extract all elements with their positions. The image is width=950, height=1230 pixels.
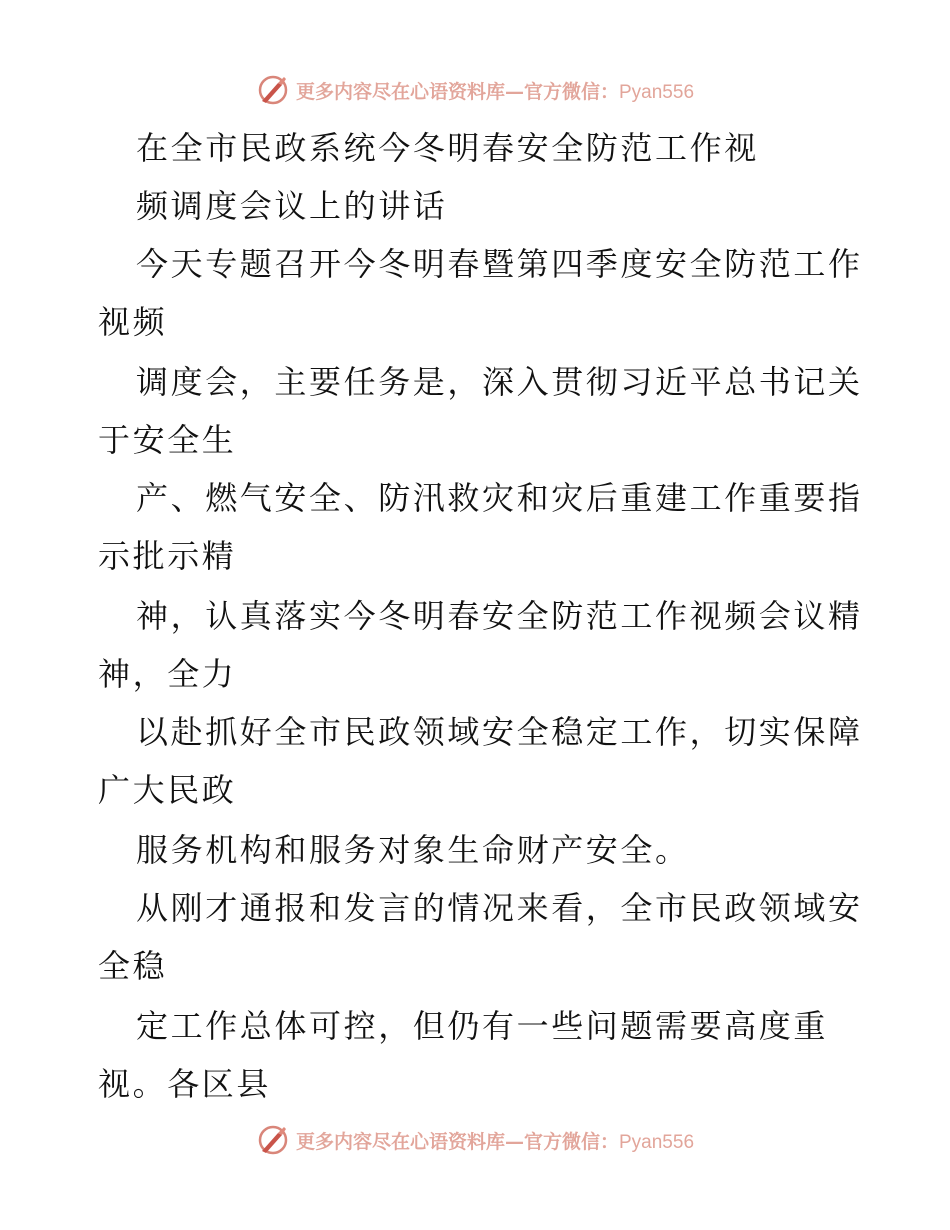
body-line: 产、燃气安全、防汛救灾和灾后重建工作重要指 [136,479,863,517]
header-banner [0,70,950,110]
body-line: 定工作总体可控，但仍有一些问题需要高度重 [136,1007,829,1045]
pen-logo-icon [256,73,290,107]
body-line: 神，认真落实今冬明春安全防范工作视频会议精 [136,597,863,635]
pen-logo-icon [256,1123,290,1157]
body-line: 今天专题召开今冬明春暨第四季度安全防范工作 [136,245,863,283]
header-banner-text: 更多内容尽在心语资料库—官方微信：Pyan556 [295,80,695,103]
body-line: 在全市民政系统今冬明春安全防范工作视 [136,129,759,167]
body-line: 从刚才通报和发言的情况来看，全市民政领域安 [136,889,863,927]
footer-banner [0,1120,950,1160]
body-line: 视。各区县 [98,1065,272,1103]
body-line: 服务机构和服务对象生命财产安全。 [136,831,690,869]
body-line: 全稳 [98,947,168,985]
header-wechat-id: Pyan556 [619,81,695,103]
body-line: 频调度会议上的讲话 [136,187,448,225]
footer-banner-text: 更多内容尽在心语资料库—官方微信：Pyan556 [295,1130,695,1153]
body-line: 神，全力 [98,655,237,693]
body-line: 示批示精 [98,537,237,575]
footer-wechat-id: Pyan556 [619,1131,695,1153]
body-line: 以赴抓好全市民政领域安全稳定工作，切实保障 [136,713,863,751]
body-line: 于安全生 [98,421,237,459]
body-line: 广大民政 [98,771,237,809]
body-line: 视频 [98,303,168,341]
body-line: 调度会，主要任务是，深入贯彻习近平总书记关 [136,363,863,401]
